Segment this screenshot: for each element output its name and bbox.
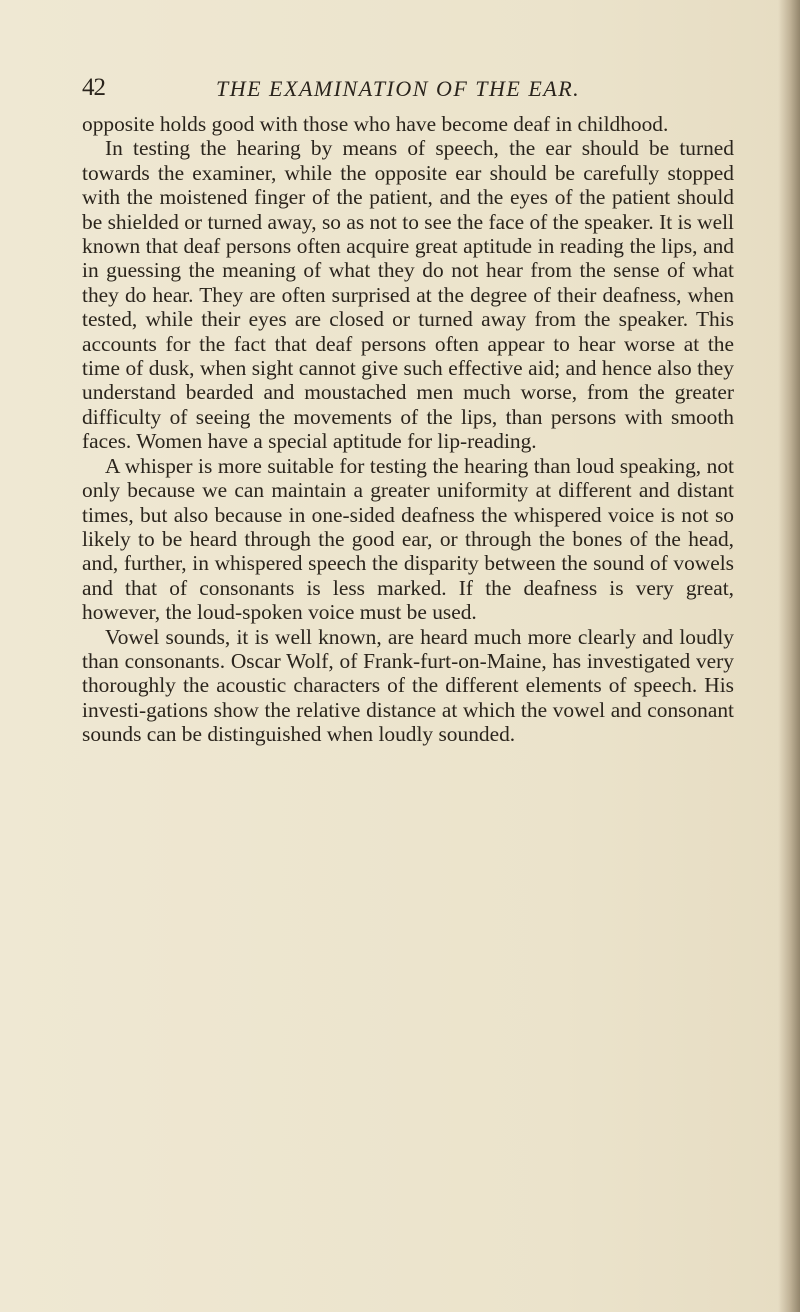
page-edge-shadow [778,0,800,1312]
paragraph-speech-testing: In testing the hearing by means of speech, the ear should be turned towards the examiner, while the opposite ear should be carefully stopped with the moistened finger of the patient, and the eyes of the patient should be shielded or turned away, so as not to see the face of the speaker. It is well known that deaf persons often acquire great aptitude in reading the lips, and in guessing the meaning of what they do not hear from the sense of what they do hear. They are often surprised at the degree of their deafness, when tested, while their eyes are closed or turned away from the speaker. This accounts for the fact that deaf persons often appear to hear worse at the time of dusk, when sight cannot give such effective aid; and hence also they understand bearded and moustached men much worse, from the greater difficulty of seeing the movements of the lips, than persons with smooth faces. Women have a special aptitude for lip-reading. [82,136,734,454]
running-title: THE EXAMINATION OF THE EAR. [216,76,581,101]
body-text [82,112,734,747]
page-number: 42 [82,74,105,101]
paragraph-continued: opposite holds good with those who have become deaf in childhood. [82,112,669,136]
paragraph-whisper: A whisper is more suitable for testing the hearing than loud speaking, not only because we can maintain a greater uniformity at different and distant times, but also because in one-sided deafness the whispered voice is not so likely to be heard through the good ear, or through the bones of the head, and, further, in whispered speech the disparity between the sound of vowels and that of consonants is less marked. If the deafness is very great, however, the loud-spoken voice must be used. [82,453,734,625]
paragraph-vowel-sounds: Vowel sounds, it is well known, are heard much more clearly and loudly than consonants. Oscar Wolf, of Frank-furt-on-Maine, has investigated very thoroughly the acoustic characters of the different elements of speech. His investi-gations show the relative distance at which the vowel and consonant sounds can be distinguished when loudly sounded. [82,624,734,747]
running-head [82,74,762,110]
